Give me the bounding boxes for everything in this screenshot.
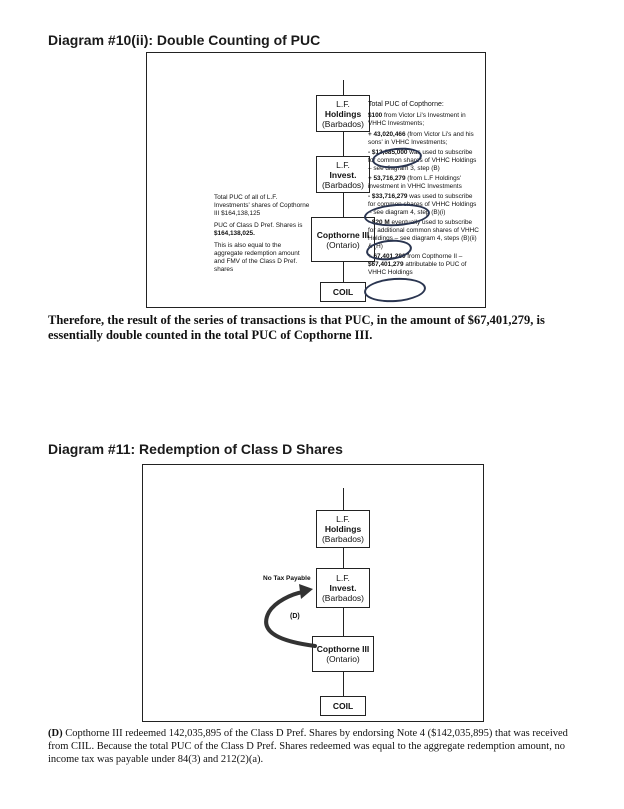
lf-holdings-box: L.F. Holdings (Barbados) [316,95,370,132]
diagram11-title: Diagram #11: Redemption of Class D Shares [48,441,343,457]
puc-item: + 67,401,280 from Copthorne II – [368,253,463,260]
connector-line [343,80,344,95]
puc-item: + 53,716,279 (from L.F Holdings' investment in VHHC Investments [368,175,462,190]
redemption-arrow-icon [255,580,325,650]
left-note-total-puc: Total PUC of all of L.F. Investments' shares of Copthorne III $164,138,125 [214,194,310,217]
coil-box: COIL [320,282,366,302]
connector-line [343,608,344,636]
puc-item: + 43,020,466 (from Victor Li's and his sons' in VHHC Investments; [368,131,474,146]
coil-box: COIL [320,696,366,716]
puc-item: $67,401,279 attributable to PUC of VHHC Holdings [368,261,467,276]
lf-holdings-box: L.F. Holdings (Barbados) [316,510,370,548]
puc-item: - $13,685,000 was used to subscribe for common shares of VHHC Holdings – see diagram 3, step (B) [368,149,477,172]
connector-line [343,132,344,156]
connector-line [343,193,344,217]
diagram10-conclusion: Therefore, the result of the series of transactions is that PUC, in the amount of $67,401,279, is essentially double counted in the total PUC of Copthorne III. [48,313,545,342]
diagram10-title: Diagram #10(ii): Double Counting of PUC [48,32,321,48]
connector-line [343,548,344,568]
right-note-heading: Total PUC of Copthorne: [368,101,444,108]
no-tax-payable-label: No Tax Payable [263,575,311,582]
puc-item: - $33,716,279 was used to subscribe for common shares of VHHC Holdings – see diagram 4, step (B)(i) [368,193,477,216]
connector-line [343,672,344,696]
connector-line [343,488,344,510]
puc-item: - $20 M eventually used to subscribe for additional common shares of VHHC Holdings – see diagram 4, steps (B)(ii) & (H) [368,219,479,250]
lf-invest-box: L.F. Invest. (Barbados) [316,568,370,608]
connector-line [343,262,344,282]
left-note [214,194,310,274]
copthorne-iii-box: Copthorne III (Ontario) [311,217,375,262]
lf-invest-box: L.F. Invest. (Barbados) [316,156,370,193]
puc-item: $100 from Victor Li's Investment in VHHC Investments; [368,112,466,127]
left-note-class-d-puc: PUC of Class D Pref. Shares is $164,138,025. [214,222,303,237]
step-d-label: (D) [290,613,300,620]
diagram11-note: (D) Copthorne III redeemed 142,035,895 of the Class D Pref. Shares by endorsing Note 4 ($142,035,895) that was received from CIIL. Because the total PUC of the Class D Pref. Shares redeemed was equal to the aggregate redemption amount, no income tax was payable under 84(3) and 212(2)(a). [48,728,568,765]
left-note-redemption: This is also equal to the aggregate redemption amount and FMV of the Class D Pref. shares [214,242,300,273]
copthorne-iii-box: Copthorne III (Ontario) [312,636,374,672]
